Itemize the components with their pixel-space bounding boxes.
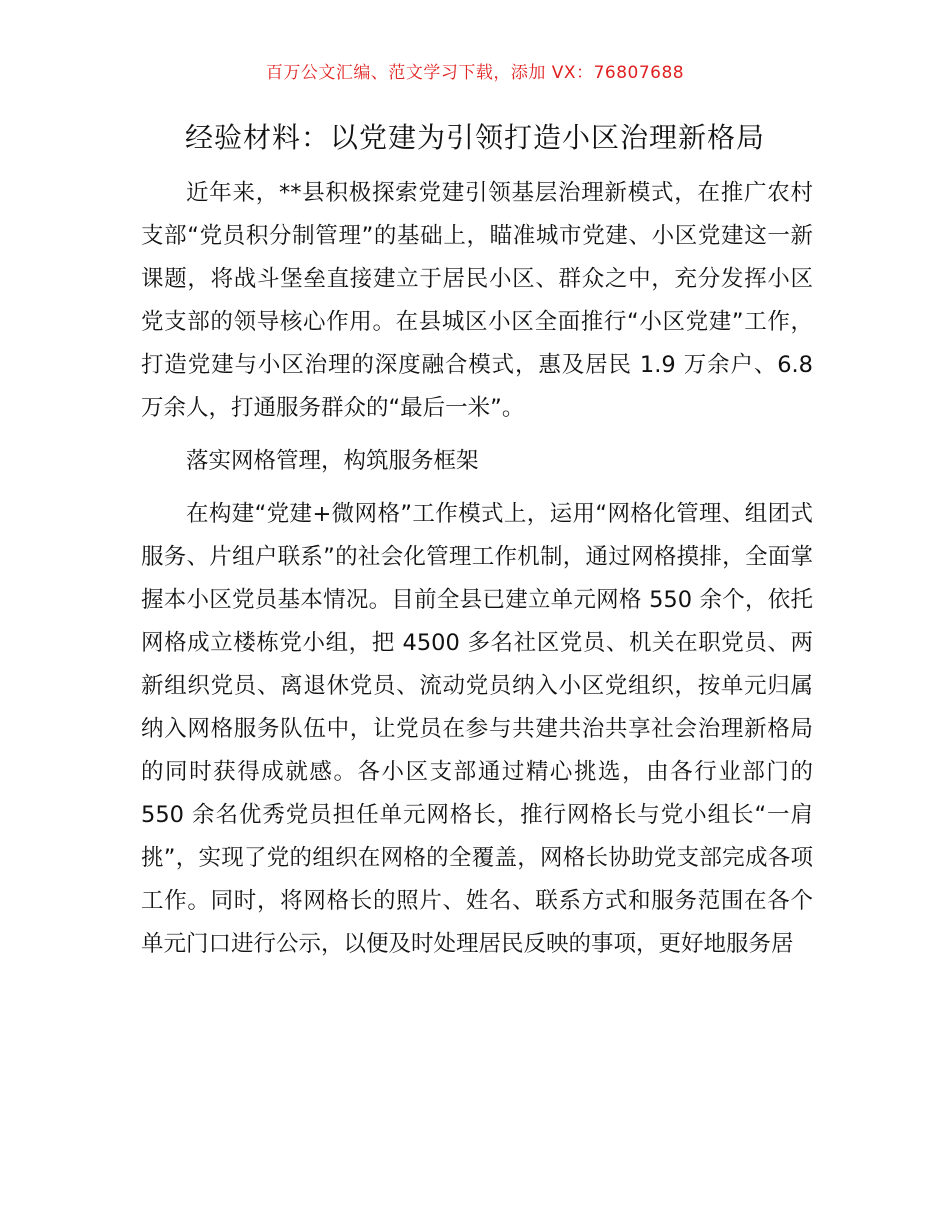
section-heading: 落实网格管理，构筑服务框架 bbox=[186, 448, 479, 474]
body-paragraph: 在构建“党建+微网格”工作模式上，运用“网格化管理、组团式服务、片组户联系”的社会化管理工作机制，通过网格摸排，全面掌握本小区党员基本情况。目前全县已建立单元网格 550 余个，依托网格成立楼栋党小组，把 4500 多名社区党员、机关在职党员、两新组织党员、离退休党员、流动党员纳入小区党组织，按单元归属纳入网格服务队伍中，让党员在参与共建共治共享社会治理新格局的同时获得成就感。各小区支部通过精心挑选，由各行业部门的 550 余名优秀党员担任单元网格长，推行网格长与党小组长“一肩挑”，实现了党的组织在网格的全覆盖，网格长协助党支部完成各项工作。同时，将网格长的照片、姓名、联系方式和服务范围在各个单元门口进行公示，以便及时处理居民反映的事项，更好地服务居 bbox=[141, 501, 813, 957]
document-body bbox=[141, 172, 813, 966]
document-title: 经验材料：以党建为引领打造小区治理新格局 bbox=[184, 121, 765, 154]
intro-paragraph: 近年来，**县积极探索党建引领基层治理新模式，在推广农村支部“党员积分制管理”的基础上，瞄准城市党建、小区党建这一新课题，将战斗堡垒直接建立于居民小区、群众之中，充分发挥小区党支部的领导核心作用。在县城区小区全面推行“小区党建”工作，打造党建与小区治理的深度融合模式，惠及居民 1.9 万余户、6.8 万余人，打通服务群众的“最后一米”。 bbox=[141, 180, 813, 421]
header-banner: 百万公文汇编、范文学习下载，添加 VX：76807688 bbox=[265, 63, 685, 83]
